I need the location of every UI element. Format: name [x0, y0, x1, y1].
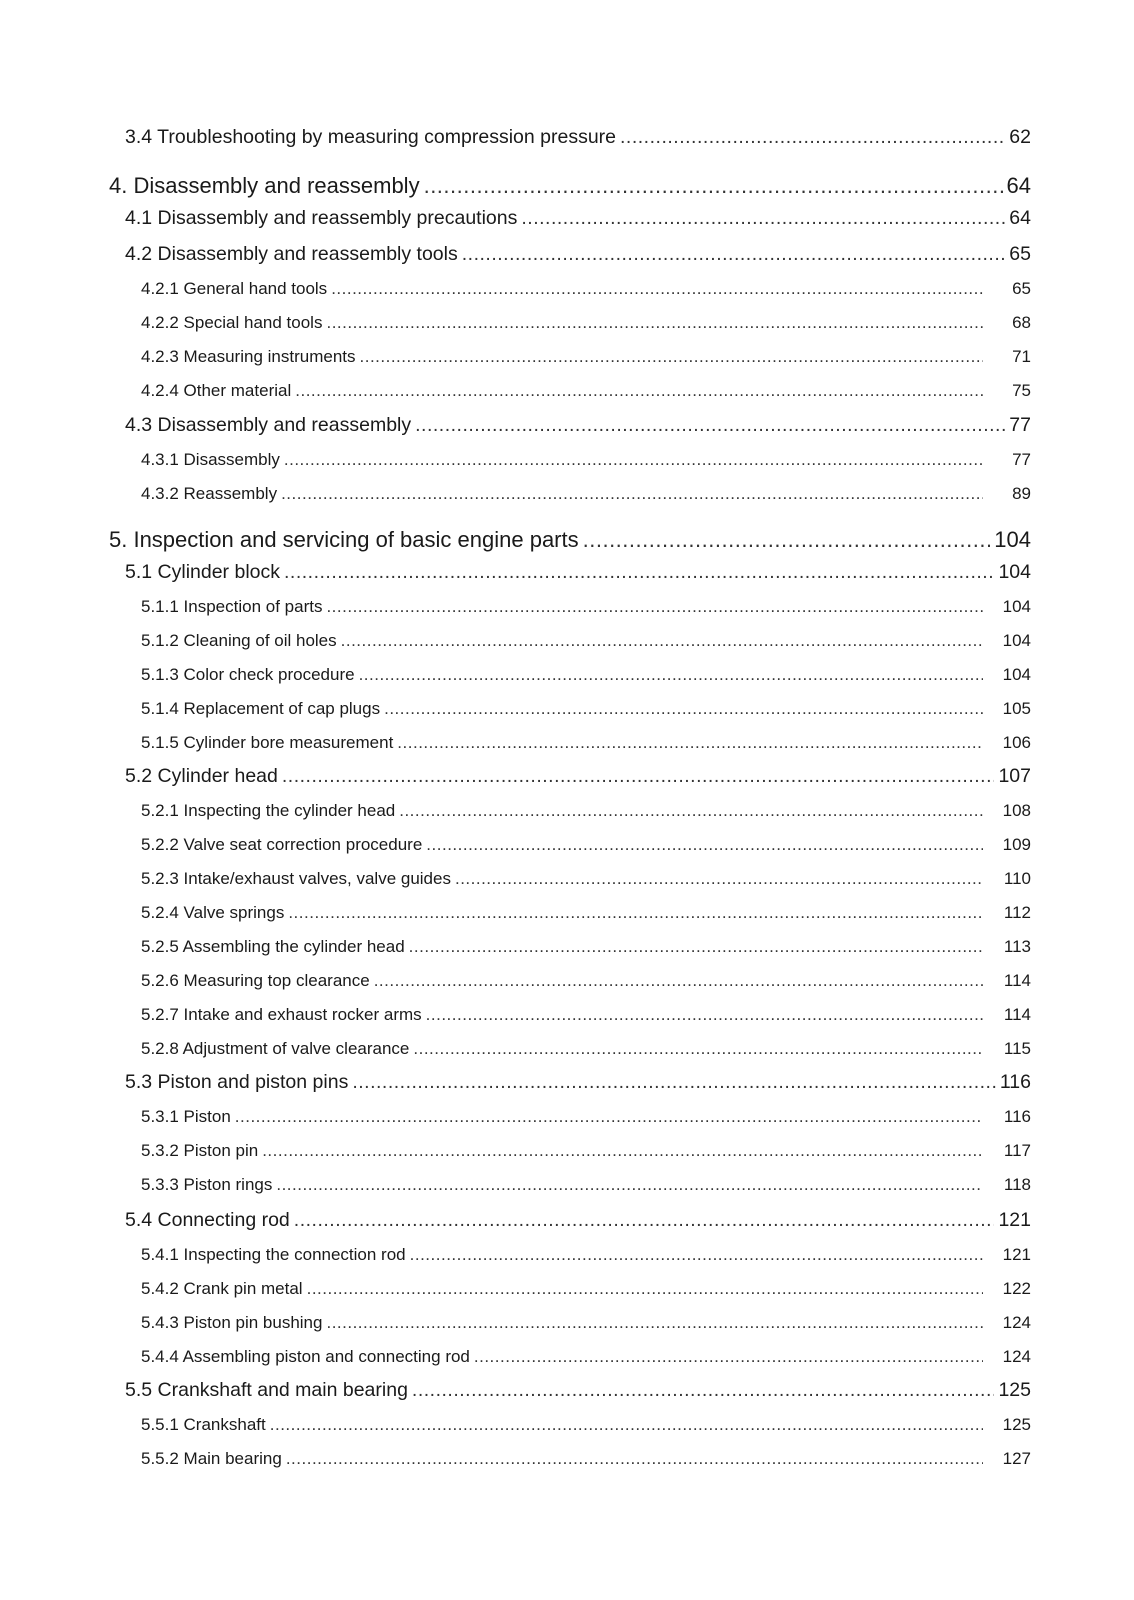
- toc-entry-page-number: 118: [1003, 1175, 1031, 1194]
- dot-leader: [295, 381, 983, 401]
- toc-entry-title: 5. Inspection and servicing of basic engine parts: [109, 527, 579, 552]
- toc-entry-title: 4.3.2 Reassembly: [141, 484, 278, 503]
- toc-entry-title: 5.1.4 Replacement of cap plugs: [141, 699, 381, 718]
- toc-entry-title: 4.2.2 Special hand tools: [141, 313, 323, 332]
- toc-entry-title: 5.3.3 Piston rings: [141, 1175, 273, 1194]
- dot-leader: [288, 903, 983, 923]
- dot-leader: [360, 347, 984, 367]
- dot-leader: [410, 1245, 983, 1265]
- toc-entry[interactable]: [141, 347, 1031, 367]
- toc-entry-page-number: 114: [1003, 1005, 1031, 1024]
- toc-entry[interactable]: [141, 937, 1031, 957]
- toc-entry-title: 5.3.2 Piston pin: [141, 1141, 259, 1160]
- dot-leader: [326, 597, 983, 617]
- dot-leader: [341, 631, 983, 651]
- toc-entry-title: 4.3.1 Disassembly: [141, 450, 280, 469]
- toc-entry[interactable]: [141, 450, 1031, 470]
- toc-entry[interactable]: [125, 765, 1031, 788]
- dot-leader: [374, 971, 983, 991]
- toc-entry[interactable]: [141, 835, 1031, 855]
- toc-entry-page-number: 71: [1012, 347, 1031, 366]
- toc-entry[interactable]: [125, 243, 1031, 266]
- toc-entry-page-number: 104: [998, 561, 1031, 583]
- toc-entry-page-number: 117: [1003, 1141, 1031, 1160]
- toc-entry-title: 5.1 Cylinder block: [125, 561, 280, 583]
- dot-leader: [281, 484, 983, 504]
- dot-leader: [294, 1209, 995, 1232]
- dot-leader: [282, 765, 995, 788]
- dot-leader: [474, 1347, 983, 1367]
- toc-entry-page-number: 104: [994, 527, 1031, 552]
- toc-entry-title: 4.2.3 Measuring instruments: [141, 347, 356, 366]
- toc-entry-page-number: 112: [1003, 903, 1031, 922]
- toc-entry-page-number: 104: [1002, 631, 1031, 650]
- dot-leader: [284, 561, 994, 584]
- toc-entry-title: 4.2.1 General hand tools: [141, 279, 328, 298]
- toc-entry[interactable]: [141, 631, 1031, 651]
- toc-entry-title: 4.1 Disassembly and reassembly precautions: [125, 207, 518, 229]
- dot-leader: [397, 733, 983, 753]
- toc-entry[interactable]: [141, 1245, 1031, 1265]
- toc-entry-title: 5.2.2 Valve seat correction procedure: [141, 835, 423, 854]
- dot-leader: [399, 801, 983, 821]
- toc-entry-page-number: 64: [1006, 173, 1031, 198]
- toc-entry-title: 5.2.8 Adjustment of valve clearance: [141, 1039, 410, 1058]
- toc-entry-title: 5.2.4 Valve springs: [141, 903, 285, 922]
- dot-leader: [262, 1141, 983, 1161]
- dot-leader: [415, 414, 1005, 437]
- toc-entry-page-number: 121: [998, 1209, 1031, 1231]
- toc-entry[interactable]: [125, 414, 1031, 437]
- dot-leader: [284, 450, 983, 470]
- dot-leader: [462, 243, 1006, 266]
- toc-entry[interactable]: [109, 173, 1031, 199]
- toc-entry[interactable]: [141, 381, 1031, 401]
- toc-entry-title: 5.2.1 Inspecting the cylinder head: [141, 801, 396, 820]
- toc-entry[interactable]: [141, 1175, 1031, 1195]
- toc-entry-title: 5.2.3 Intake/exhaust valves, valve guides: [141, 869, 451, 888]
- toc-entry-title: 5.2.6 Measuring top clearance: [141, 971, 370, 990]
- toc-entry-page-number: 116: [1003, 1107, 1031, 1126]
- toc-entry-page-number: 105: [1002, 699, 1031, 718]
- toc-entry-page-number: 75: [1012, 381, 1031, 400]
- toc-entry[interactable]: [141, 1005, 1031, 1025]
- toc-entry-page-number: 104: [1002, 597, 1031, 616]
- toc-entry-page-number: 89: [1012, 484, 1031, 503]
- dot-leader: [235, 1107, 983, 1127]
- toc-entry-page-number: 108: [1002, 801, 1031, 820]
- toc-entry-title: 5.1.3 Color check procedure: [141, 665, 355, 684]
- toc-entry[interactable]: [141, 733, 1031, 753]
- toc-entry[interactable]: [141, 971, 1031, 991]
- toc-entry[interactable]: [125, 1209, 1031, 1232]
- toc-entry[interactable]: [141, 279, 1031, 299]
- toc-entry-page-number: 124: [1002, 1347, 1031, 1366]
- toc-entry-title: 5.3.1 Piston: [141, 1107, 231, 1126]
- toc-entry-title: 5.1.1 Inspection of parts: [141, 597, 323, 616]
- toc-entry-page-number: 68: [1012, 313, 1031, 332]
- toc-entry-page-number: 114: [1003, 971, 1031, 990]
- toc-entry-page-number: 106: [1002, 733, 1031, 752]
- toc-entry-title: 5.3 Piston and piston pins: [125, 1071, 349, 1093]
- toc-entry-title: 5.1.5 Cylinder bore measurement: [141, 733, 394, 752]
- toc-entry[interactable]: [141, 484, 1031, 504]
- toc-entry-page-number: 122: [1002, 1279, 1031, 1298]
- dot-leader: [331, 279, 983, 299]
- toc-entry-page-number: 116: [999, 1071, 1031, 1093]
- toc-entry-title: 5.2.7 Intake and exhaust rocker arms: [141, 1005, 422, 1024]
- toc-entry-page-number: 64: [1009, 207, 1031, 229]
- toc-entry-title: 4.2 Disassembly and reassembly tools: [125, 243, 458, 265]
- toc-entry[interactable]: [141, 903, 1031, 923]
- toc-entry-page-number: 104: [1002, 665, 1031, 684]
- toc-entry-title: 5.1.2 Cleaning of oil holes: [141, 631, 337, 650]
- toc-entry-page-number: 125: [998, 1379, 1031, 1401]
- toc-entry[interactable]: [141, 1141, 1031, 1161]
- toc-entry-page-number: 62: [1009, 126, 1031, 148]
- dot-leader: [413, 1039, 983, 1059]
- toc-entry[interactable]: [125, 561, 1031, 584]
- toc-entry[interactable]: [141, 801, 1031, 821]
- toc-entry[interactable]: [125, 207, 1031, 230]
- toc-entry[interactable]: [141, 1415, 1031, 1435]
- toc-entry[interactable]: [109, 527, 1031, 553]
- dot-leader: [307, 1279, 983, 1299]
- toc-entry-page-number: 127: [1002, 1449, 1031, 1468]
- toc-entry-title: 5.4.2 Crank pin metal: [141, 1279, 303, 1298]
- toc-entry[interactable]: [141, 313, 1031, 333]
- toc-entry-title: 5.2.5 Assembling the cylinder head: [141, 937, 405, 956]
- dot-leader: [521, 207, 1005, 230]
- toc-entry[interactable]: [125, 1379, 1031, 1402]
- toc-entry[interactable]: [141, 597, 1031, 617]
- dot-leader: [409, 937, 983, 957]
- toc-entry-title: 5.4.4 Assembling piston and connecting rod: [141, 1347, 470, 1366]
- toc-entry-title: 4. Disassembly and reassembly: [109, 173, 420, 198]
- toc-entry[interactable]: [141, 699, 1031, 719]
- toc-entry[interactable]: [141, 1313, 1031, 1333]
- toc-entry-page-number: 125: [1002, 1415, 1031, 1434]
- toc-entry-page-number: 107: [998, 765, 1031, 787]
- dot-leader: [620, 126, 1005, 149]
- toc-entry-title: 4.3 Disassembly and reassembly: [125, 414, 412, 436]
- dot-leader: [326, 313, 983, 333]
- toc-entry[interactable]: [141, 665, 1031, 685]
- toc-entry-title: 5.4.3 Piston pin bushing: [141, 1313, 323, 1332]
- toc-entry[interactable]: [141, 1279, 1031, 1299]
- toc-entry[interactable]: [125, 126, 1031, 149]
- dot-leader: [426, 1005, 983, 1025]
- toc-entry-page-number: 77: [1009, 414, 1031, 436]
- toc-entry-page-number: 65: [1009, 243, 1031, 265]
- toc-entry[interactable]: [141, 869, 1031, 889]
- toc-entry-page-number: 121: [1002, 1245, 1031, 1264]
- dot-leader: [412, 1379, 995, 1402]
- toc-entry-title: 5.4.1 Inspecting the connection rod: [141, 1245, 406, 1264]
- toc-entry-page-number: 109: [1002, 835, 1031, 854]
- dot-leader: [424, 173, 1003, 199]
- toc-entry-title: 5.4 Connecting rod: [125, 1209, 290, 1231]
- toc-entry[interactable]: [125, 1071, 1031, 1094]
- dot-leader: [286, 1449, 983, 1469]
- toc-entry[interactable]: [141, 1039, 1031, 1059]
- toc-entry-title: 3.4 Troubleshooting by measuring compression pressure: [125, 126, 617, 148]
- toc-entry-title: 5.2 Cylinder head: [125, 765, 278, 787]
- dot-leader: [270, 1415, 983, 1435]
- toc-entry-page-number: 77: [1012, 450, 1031, 469]
- dot-leader: [455, 869, 983, 889]
- toc-entry[interactable]: [141, 1347, 1031, 1367]
- dot-leader: [326, 1313, 983, 1333]
- toc-entry-title: 5.5.2 Main bearing: [141, 1449, 282, 1468]
- dot-leader: [352, 1071, 996, 1094]
- toc-entry-page-number: 110: [1003, 869, 1031, 888]
- dot-leader: [359, 665, 983, 685]
- toc-entry[interactable]: [141, 1449, 1031, 1469]
- toc-entry-title: 5.5 Crankshaft and main bearing: [125, 1379, 408, 1401]
- toc-entry[interactable]: [141, 1107, 1031, 1127]
- dot-leader: [583, 527, 991, 553]
- dot-leader: [276, 1175, 983, 1195]
- toc-entry-title: 5.5.1 Crankshaft: [141, 1415, 266, 1434]
- toc-entry-page-number: 124: [1002, 1313, 1031, 1332]
- toc-entry-page-number: 65: [1012, 279, 1031, 298]
- toc-entry-page-number: 115: [1003, 1039, 1031, 1058]
- dot-leader: [384, 699, 983, 719]
- toc-entry-page-number: 113: [1003, 937, 1031, 956]
- toc-entry-title: 4.2.4 Other material: [141, 381, 292, 400]
- dot-leader: [426, 835, 983, 855]
